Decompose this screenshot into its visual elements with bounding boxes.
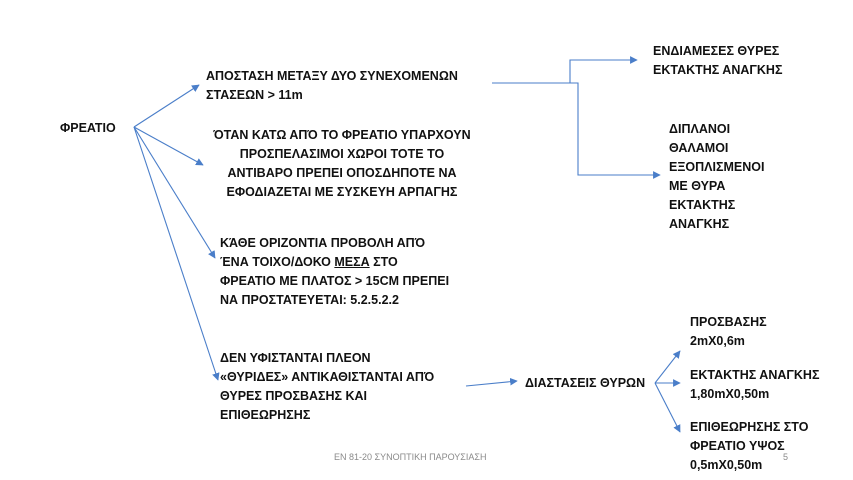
projection-text-before: ΚΆΘΕ ΟΡΙΖΟΝΤΙΑ ΠΡΟΒΟΛΗ ΑΠΌ ΈΝΑ ΤΟΙΧΟ/ΔΟΚΟ xyxy=(220,236,426,269)
footer-caption: EN 81-20 ΣΥΝΟΠΤΙΚΗ ΠΑΡΟΥΣΙΑΣΗ xyxy=(334,452,487,462)
arrow-distance-to-intermediate xyxy=(492,60,637,83)
arrow-root-to-trapdoors xyxy=(134,127,218,380)
page-number: 5 xyxy=(783,452,789,462)
root-node: ΦΡΕΑΤΙΟ xyxy=(60,121,116,135)
arrow-trapdoors-to-dimensions xyxy=(466,381,517,386)
arrow-distance-to-adjacent xyxy=(570,83,660,175)
projection-underlined-word: ΜΕΣΑ xyxy=(334,255,370,269)
dimension-access: ΠΡΟΣΒΑΣΗΣ 2mX0,6m xyxy=(690,315,767,348)
dimension-emergency: ΕΚΤΑΚΤΗΣ ΑΝΑΓΚΗΣ 1,80mX0,50m xyxy=(690,368,820,401)
arrow-root-to-distance xyxy=(134,85,199,127)
branch-counterweight: ΌΤΑΝ ΚΑΤΩ ΑΠΌ ΤΟ ΦΡΕΑΤΙΟ ΥΠΑΡΧΟΥΝ ΠΡΟΣΠΕΛΑΣΙΜΟΙ ΧΩΡΟΙ ΤΟΤΕ ΤΟ ΑΝΤΙΒΑΡΟ ΠΡΕΠΕΙ ΟΠΟΣΔΗΠΟΤΕ ΝΑ ΕΦΟΔΙΑΖΕΤΑΙ ΜΕ ΣΥΣΚΕΥΗ ΑΡΠΑΓΗΣ xyxy=(213,128,471,199)
branch-trapdoors: ΔΕΝ ΥΦΙΣΤΑΝΤΑΙ ΠΛΕΟΝ «ΘΥΡΙΔΕΣ» ΑΝΤΙΚΑΘΙΣΤΑΝΤΑΙ ΑΠΌ ΘΥΡΕΣ ΠΡΟΣΒΑΣΗΣ ΚΑΙ ΕΠΙΘΕΩΡΗΣΗΣ xyxy=(220,351,435,422)
arrow-root-to-projection xyxy=(134,127,215,258)
branch-projection xyxy=(220,234,449,310)
arrow-dimensions-to-inspection xyxy=(655,383,680,432)
child-adjacent-cars: ΔΙΠΛΑΝΟΙ ΘΑΛΑΜΟΙ ΕΞΟΠΛΙΣΜΕΝΟΙ ΜΕ ΘΥΡΑ ΕΚΤΑΚΤΗΣ ΑΝΑΓΚΗΣ xyxy=(669,122,765,231)
child-intermediate-doors: ΕΝΔΙΑΜΕΣΕΣ ΘΥΡΕΣ ΕΚΤΑΚΤΗΣ ΑΝΑΓΚΗΣ xyxy=(653,44,783,77)
arrow-dimensions-to-access xyxy=(655,351,680,383)
branch-distance: ΑΠΟΣΤΑΣΗ ΜΕΤΑΞΥ ΔΥΟ ΣΥΝΕΧΟΜΕΝΩΝ ΣΤΑΣΕΩΝ > 11m xyxy=(206,69,458,102)
door-dimensions-label: ΔΙΑΣΤΑΣΕΙΣ ΘΥΡΩΝ xyxy=(525,376,646,390)
projection-text-after: ΣΤΟ ΦΡΕΑΤΙΟ ΜΕ ΠΛΑΤΟΣ > 15CM ΠΡΕΠΕΙ ΝΑ ΠΡΟΣΤΑΤΕΥΕΤΑΙ: 5.2.5.2.2 xyxy=(220,255,450,307)
dimension-inspection: ΕΠΙΘΕΩΡΗΣΗΣ ΣΤΟ ΦΡΕΑΤΙΟ ΥΨΟΣ 0,5mX0,50m xyxy=(690,420,809,472)
